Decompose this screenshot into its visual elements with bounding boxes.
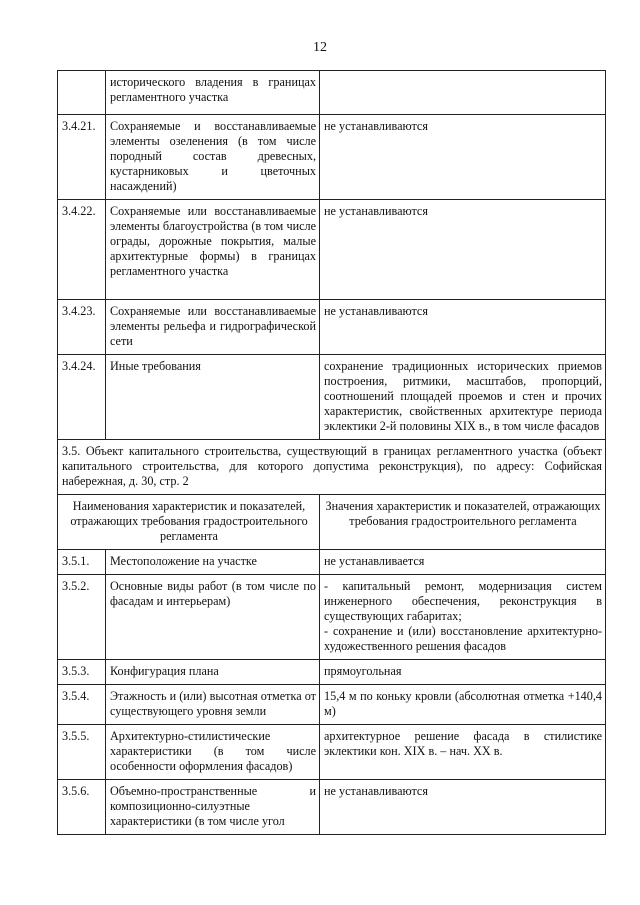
row-value: не устанавливаются [320,780,606,835]
row-number: 3.4.24. [58,355,106,440]
value-line: - сохранение и (или) восстановление архитектурно-художественного решения фасадов [324,624,602,653]
row-value: прямоугольная [320,660,606,685]
row-name: Сохраняемые или восстанавливаемые элементы благоустройства (в том числе ограды, дорожные покрытия, малые архитектурные формы) в границах регламентного участка [106,200,320,300]
table-row [58,115,606,200]
row-number: 3.4.23. [58,300,106,355]
header-row [58,495,606,550]
row-number: 3.5.3. [58,660,106,685]
table-row [58,300,606,355]
row-number [58,71,106,115]
row-value: 15,4 м по коньку кровли (абсолютная отметка +140,4 м) [320,685,606,725]
row-name: Объемно-пространственные и композиционно-силуэтные характеристики (в том числе угол [106,780,320,835]
regulation-table [57,70,606,835]
table-row [58,550,606,575]
table-row [58,71,606,115]
row-value [320,575,606,660]
row-name: исторического владения в границах регламентного участка [106,71,320,115]
value-line: - капитальный ремонт, модернизация систем инженерного обеспечения, реконструкция в существующих габаритах; [324,579,602,623]
row-name: Сохраняемые или восстанавливаемые элементы рельефа и гидрографической сети [106,300,320,355]
row-number: 3.5.6. [58,780,106,835]
row-name: Конфигурация плана [106,660,320,685]
row-value: не устанавливаются [320,200,606,300]
row-number: 3.4.21. [58,115,106,200]
table-row [58,575,606,660]
table-row [58,355,606,440]
header-right: Значения характеристик и показателей, отражающих требования градостроительного регламента [320,495,606,550]
table-row [58,725,606,780]
row-number: 3.4.22. [58,200,106,300]
row-name: Иные требования [106,355,320,440]
row-value: архитектурное решение фасада в стилистике эклектики кон. XIX в. – нач. XX в. [320,725,606,780]
table-row [58,780,606,835]
row-number: 3.5.2. [58,575,106,660]
section-title: 3.5. Объект капитального строительства, существующий в границах регламентного участка (объект капитального строительства, для которого допустима реконструкция), по адресу: Софийская набережная, д. 30, стр. 2 [58,440,606,495]
page-number: 12 [313,40,327,55]
table-row [58,200,606,300]
row-value [320,71,606,115]
row-name: Местоположение на участке [106,550,320,575]
row-name: Основные виды работ (в том числе по фасадам и интерьерам) [106,575,320,660]
row-number: 3.5.1. [58,550,106,575]
table-row [58,685,606,725]
row-value: не устанавливаются [320,300,606,355]
row-name: Этажность и (или) высотная отметка от существующего уровня земли [106,685,320,725]
row-value: не устанавливаются [320,115,606,200]
row-name: Сохраняемые и восстанавливаемые элементы озеленения (в том числе породный состав древесных, кустарниковых и цветочных насаждений) [106,115,320,200]
row-number: 3.5.4. [58,685,106,725]
header-left: Наименования характеристик и показателей, отражающих требования градостроительного регламента [58,495,320,550]
row-value: не устанавливается [320,550,606,575]
row-number: 3.5.5. [58,725,106,780]
table-row [58,660,606,685]
row-name: Архитектурно-стилистические характеристики (в том числе особенности оформления фасадов) [106,725,320,780]
section-row [58,440,606,495]
row-value: сохранение традиционных исторических приемов построения, ритмики, масштабов, пропорций, соотношений площадей проемов и стен и прочих характеристик, свойственных архитектуре периода эклектики 2-й половины XIX в., в том числе фасадов [320,355,606,440]
